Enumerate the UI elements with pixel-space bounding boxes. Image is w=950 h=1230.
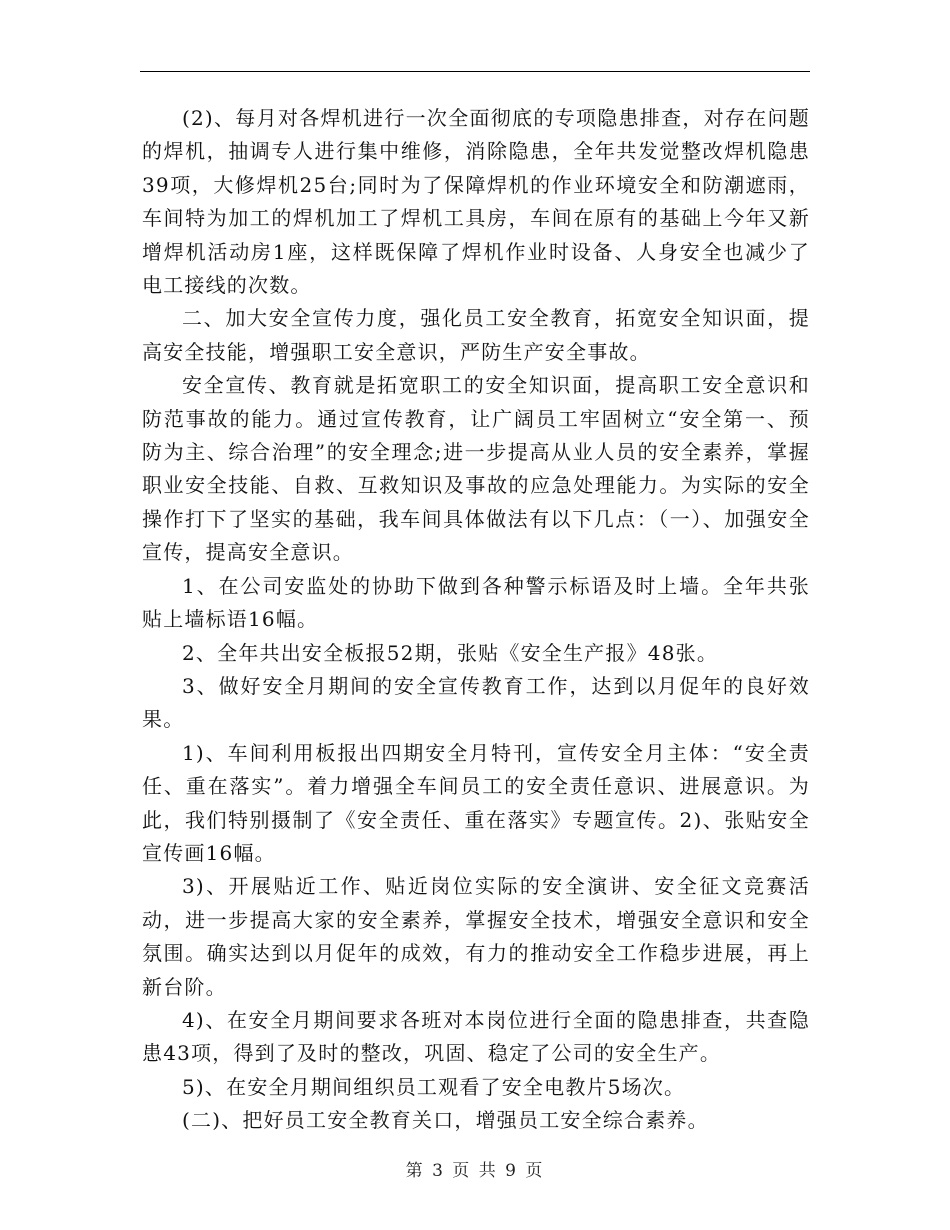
paragraph: 1、在公司安监处的协助下做到各种警示标语及时上墙。全年共张贴上墙标语16幅。 <box>142 573 810 632</box>
paragraph: 2、全年共出安全板报52期，张贴《安全生产报》48张。 <box>182 640 719 665</box>
paragraph: (2)、每月对各焊机进行一次全面彻底的专项隐患排查，对存在问题的焊机，抽调专人进行集中维修，消除隐患，全年共发觉整改焊机隐患39项，大修焊机25台;同时为了保障焊机的作业环境安全和防潮遮雨，车间特为加工的焊机加工了焊机工具房，车间在原有的基础上今年又新增焊机活动房1座，这样既保障了焊机作业时设备、人身安全也减少了电工接线的次数。 <box>142 106 810 298</box>
paragraph: 5)、在安全月期间组织员工观看了安全电教片5场次。 <box>182 1074 686 1099</box>
paragraph: (二)、把好员工安全教育关口，增强员工安全综合素养。 <box>182 1108 709 1133</box>
page-footer: 第 3 页 共 9 页 <box>405 1161 545 1181</box>
paragraph: 3、做好安全月期间的安全宣传教育工作，达到以月促年的良好效果。 <box>142 673 810 732</box>
paragraph: 3)、开展贴近工作、贴近岗位实际的安全演讲、安全征文竞赛活动，进一步提高大家的安全素养，掌握安全技术，增强安全意识和安全氛围。确实达到以月促年的成效，有力的推动安全工作稳步进展，再上新台阶。 <box>142 874 810 999</box>
paragraph: 1)、车间利用板报出四期安全月特刊，宣传安全月主体：“安全责任、重在落实”。着力增强全车间员工的安全责任意识、进展意识。为此，我们特别摄制了《安全责任、重在落实》专题宣传。2)、张贴安全宣传画16幅。 <box>142 740 810 865</box>
paragraph: 安全宣传、教育就是拓宽职工的安全知识面，提高职工安全意识和防范事故的能力。通过宣传教育，让广阔员工牢固树立“安全第一、预防为主、综合治理”的安全理念;进一步提高从业人员的安全素养，掌握职业安全技能、自救、互救知识及事故的应急处理能力。为实际的安全操作打下了坚实的基础，我车间具体做法有以下几点：（一）、加强安全宣传，提高安全意识。 <box>142 373 810 565</box>
body-text <box>142 102 810 1138</box>
paragraph: 二、加大安全宣传力度，强化员工安全教育，拓宽安全知识面，提高安全技能，增强职工安全意识，严防生产安全事故。 <box>142 306 810 364</box>
header-rule <box>140 71 810 72</box>
paragraph: 4)、在安全月期间要求各班对本岗位进行全面的隐患排查，共查隐患43项，得到了及时的整改，巩固、稳定了公司的安全生产。 <box>142 1007 810 1066</box>
